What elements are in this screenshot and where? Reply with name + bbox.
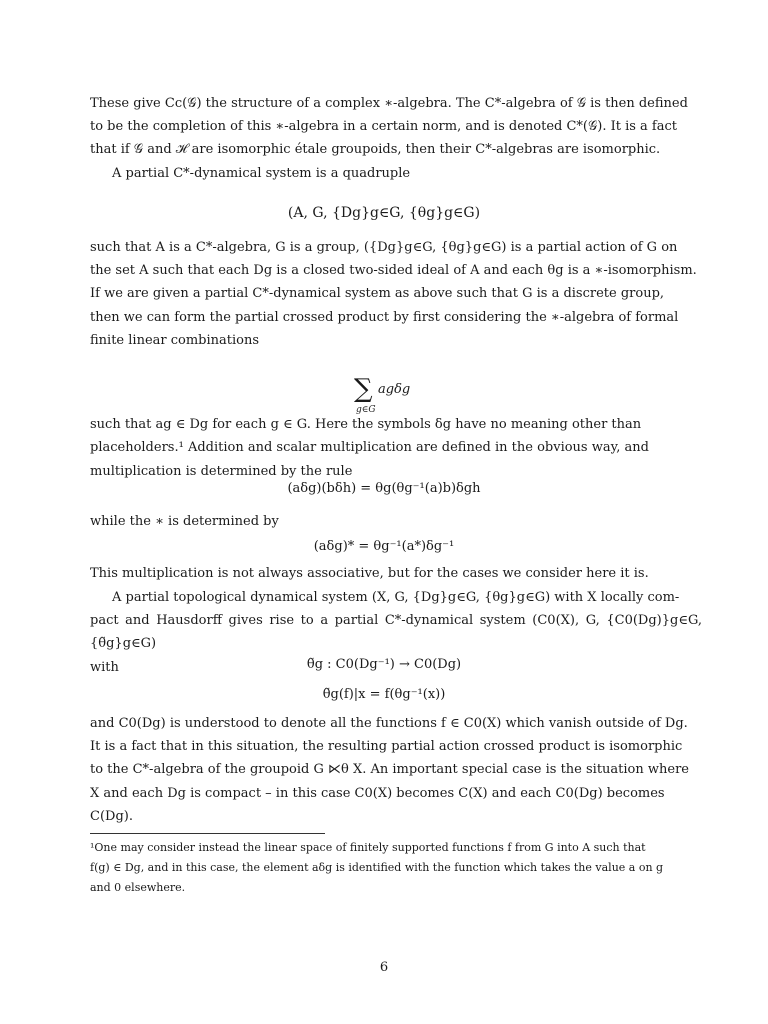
paragraph-associativity: This multiplication is not always associative, but for the cases we consider here it is. bbox=[90, 566, 649, 581]
paragraph-placeholders bbox=[90, 390, 702, 483]
paragraph-star-intro: while the ∗ is determined by bbox=[90, 514, 279, 529]
equation-theta-definition: θ̃g(f)|x = f(θg⁻¹(x)) bbox=[322, 687, 446, 702]
paragraph-partial-system-intro: A partial C*-dynamical system is a quadruple bbox=[112, 166, 411, 181]
equation-theta-map: θ̃g : C0(Dg⁻¹) → C0(Dg) bbox=[306, 657, 462, 672]
equation-star-rule: (aδg)* = θg⁻¹(a*)δg⁻¹ bbox=[313, 539, 455, 554]
sigma-symbol: ∑ bbox=[354, 374, 373, 404]
equation-multiplication-rule: (aδg)(bδh) = θg(θg⁻¹(a)b)δgh bbox=[287, 481, 481, 496]
placeholders-text: such that ag ∈ Dg for each g ∈ G. Here the symbols δg have no meaning other than placeholders.¹ Addition and scalar multiplication are defined in the obvious way, and multiplication is determined by the rule bbox=[90, 417, 649, 479]
paragraph-cstar-groupoid: These give Cc(𝒢) the structure of a complex ∗-algebra. The C*-algebra of 𝒢 is then defined to be the completion of this ∗-algebra in a certain norm, and is denoted C*(𝒢). It is a fact that if 𝒢 and ℋ are isomorphic étale groupoids, then their C*-algebras are isomorphic. bbox=[90, 96, 688, 158]
sum-subscript: g∈G bbox=[356, 405, 376, 415]
footnote-1: ¹One may consider instead the linear space of finitely supported functions f from G into A such that f(g) ∈ Dg, and in this case, the element aδg is identified with the function which takes the value a on g and 0 elsewhere. bbox=[90, 841, 664, 894]
paragraph-crossed-product: and C0(Dg) is understood to denote all the functions f ∈ C0(X) which vanish outside of Dg. It is a fact that in this situation, the resulting partial action crossed product is isomorphic to the C*-algebra of the groupoid G ⋉θ X. An important special case is the situation where X and each Dg is compact – in this case C0(X) becomes C(X) and each C0(Dg) becomes C(Dg). bbox=[90, 716, 689, 824]
sum-term: agδg bbox=[378, 382, 411, 397]
paragraph-partial-system-definition: such that A is a C*-algebra, G is a group, ({Dg}g∈G, {θg}g∈G) is a partial action of G on the set A such that each Dg is a closed two-sided ideal of A and each θg is a ∗-isomorphism. If we are given a partial C*-dynamical system as above such that G is a discrete group, then we can form the partial crossed product by first considering the ∗-algebra of formal finite linear combinations bbox=[90, 240, 697, 348]
footnote-rule bbox=[90, 833, 325, 834]
paragraph-topological-system: A partial topological dynamical system (X, G, {Dg}g∈G, {θg}g∈G) with X locally com- pact and Hausdorff gives rise to a partial C*-dynamical system (C0(X), G, {C0(Dg)}g∈G, {θ̃g}g∈G) with bbox=[90, 590, 702, 675]
equation-quadruple: (A, G, {Dg}g∈G, {θg}g∈G) bbox=[287, 205, 481, 221]
page-number: 6 bbox=[379, 960, 389, 975]
